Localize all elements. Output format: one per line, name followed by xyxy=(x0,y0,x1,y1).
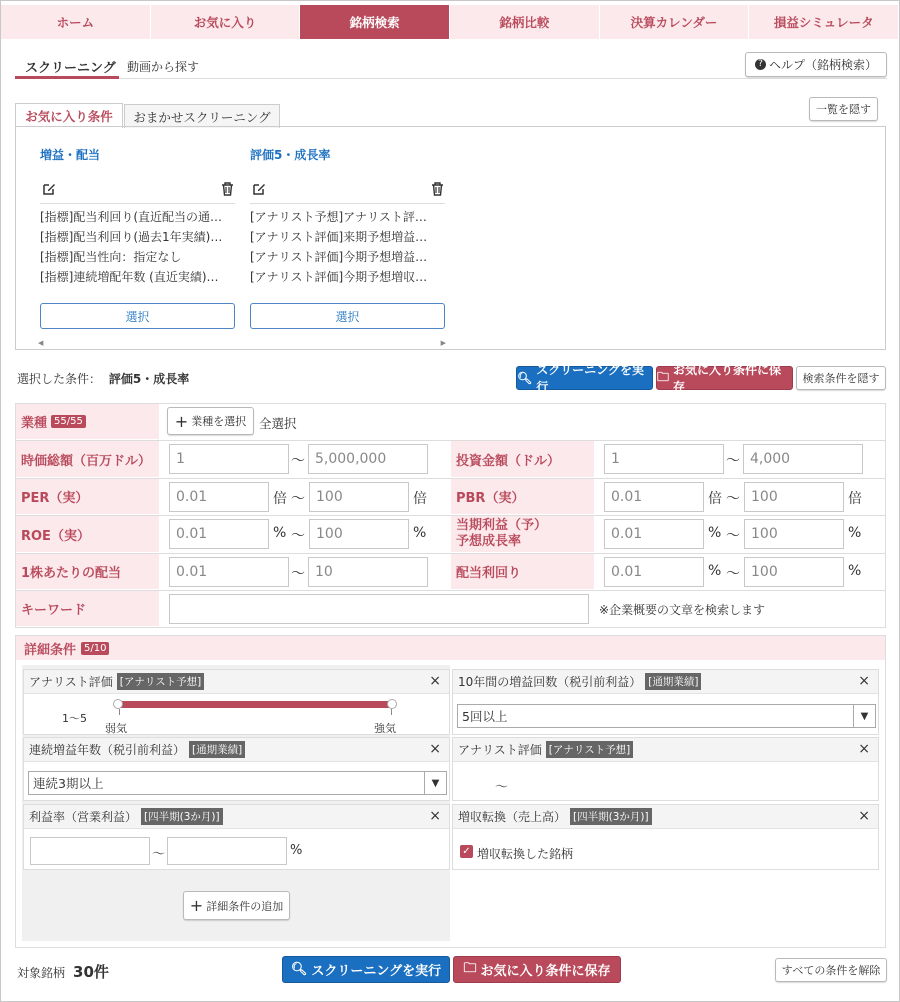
tick xyxy=(391,709,392,715)
card-header xyxy=(453,805,878,829)
run-label: スクリーニングを実行 xyxy=(536,363,644,394)
dps-max-input[interactable]: 10 xyxy=(308,557,428,587)
divider xyxy=(15,78,887,79)
card-title: 増収転換（売上高） xyxy=(458,810,567,824)
industry-count-badge: 55/55 xyxy=(51,415,86,428)
card-tag: [通期業績] xyxy=(189,741,245,758)
growth-max-input[interactable]: 100 xyxy=(744,519,844,549)
select-button[interactable]: 選択 xyxy=(250,303,445,329)
selected-value: 評価5・成長率 xyxy=(108,372,190,386)
close-icon[interactable]: × xyxy=(429,673,441,689)
run-screening-button[interactable] xyxy=(516,363,653,394)
question-icon: ? xyxy=(755,59,766,70)
yield-label: 配当利回り xyxy=(451,554,594,590)
scroll-left-icon[interactable]: ◀ xyxy=(38,339,44,347)
selected-condition xyxy=(17,370,189,387)
card-title: アナリスト評価 xyxy=(29,675,113,689)
save-label: お気に入り条件に保存 xyxy=(673,363,782,394)
tilde: ～ xyxy=(291,491,305,507)
profit-margin-card xyxy=(23,804,450,870)
select-value: 連続3期以上 xyxy=(33,776,104,791)
growth-min-input[interactable]: 0.01 xyxy=(604,519,704,549)
edit-icon[interactable] xyxy=(252,182,266,199)
run-label: スクリーニングを実行 xyxy=(311,964,442,979)
unit-label: % xyxy=(708,563,722,579)
card-header xyxy=(453,670,878,694)
margin-max-input[interactable] xyxy=(167,837,287,865)
unit-label: % xyxy=(848,563,862,579)
tilde: ～ xyxy=(495,780,509,795)
market-cap-max-input[interactable]: 5,000,000 xyxy=(308,444,428,474)
tilde: ～ xyxy=(291,453,305,469)
select-all-link[interactable]: 全選択 xyxy=(259,416,297,431)
divider xyxy=(250,203,445,204)
tilde: ～ xyxy=(726,453,740,469)
select-button[interactable]: 選択 xyxy=(40,303,235,329)
revenue-turnaround-card xyxy=(452,804,879,870)
pbr-label: PBR（実） xyxy=(451,479,594,515)
top-nav xyxy=(1,5,899,39)
checkbox-checked[interactable]: ✓ xyxy=(460,845,473,858)
row-divider xyxy=(15,627,886,628)
card-title: 連続増益年数（税引前利益） xyxy=(29,743,186,757)
card-header xyxy=(24,805,449,829)
condition-line: [指標]連続増配年数 (直近実績)… xyxy=(40,270,219,284)
yield-min-input[interactable]: 0.01 xyxy=(604,557,704,587)
nav-favorites[interactable]: お気に入り xyxy=(151,5,301,39)
target-count xyxy=(17,961,109,982)
reset-all-button[interactable]: すべての条件を解除 xyxy=(775,958,887,982)
card-header xyxy=(453,738,878,762)
card-title: 10年間の増益回数（税引前利益） xyxy=(458,675,642,689)
nav-stock-compare[interactable]: 銘柄比較 xyxy=(450,5,600,39)
profit-count-card xyxy=(452,669,879,735)
roe-min-input[interactable]: 0.01 xyxy=(169,519,269,549)
roe-max-input[interactable]: 100 xyxy=(309,519,409,549)
margin-min-input[interactable] xyxy=(30,837,150,865)
condition-line: [アナリスト評価]今期予想増収… xyxy=(250,270,428,284)
save-label: お気に入り条件に保存 xyxy=(480,964,611,979)
help-button[interactable] xyxy=(745,52,887,77)
unit-label: 倍 xyxy=(413,491,427,507)
unit-label: 倍 xyxy=(273,491,287,507)
select-value: 5回以上 xyxy=(462,709,508,724)
folder-icon: 🗀︎ xyxy=(657,369,670,384)
per-min-input[interactable]: 0.01 xyxy=(169,482,269,512)
search-icon: 🔍︎ xyxy=(290,962,308,977)
tilde: ～ xyxy=(152,847,166,862)
condition-line: [指標]配当利回り(過去1年実績)… xyxy=(40,230,223,244)
card-tag: [四半期(3か月)] xyxy=(141,808,223,825)
slider-handle-max[interactable] xyxy=(387,699,397,709)
card-conditions xyxy=(40,207,236,287)
add-detail-label: 詳細条件の追加 xyxy=(206,899,284,913)
card-header xyxy=(24,670,449,694)
save-favorite-button-bottom[interactable] xyxy=(453,956,621,983)
tab-screening[interactable]: スクリーニング xyxy=(25,61,116,76)
plus-icon: + xyxy=(189,896,204,915)
consecutive-profit-select[interactable] xyxy=(28,771,447,795)
profit-count-select[interactable] xyxy=(457,704,876,728)
tab-auto-screening[interactable]: おまかせスクリーニング xyxy=(124,104,280,128)
strong-label: 強気 xyxy=(374,722,396,735)
tab-favorite-conditions[interactable]: お気に入り条件 xyxy=(15,103,123,128)
nav-earnings-calendar[interactable]: 決算カレンダー xyxy=(600,5,750,39)
unit-label: % xyxy=(708,525,722,541)
card-tag: [四半期(3か月)] xyxy=(570,808,652,825)
select-industry-button[interactable] xyxy=(167,407,254,435)
nav-pl-simulator[interactable]: 損益シミュレータ xyxy=(749,5,899,39)
edit-icon[interactable] xyxy=(42,182,56,199)
investment-max-input[interactable]: 4,000 xyxy=(743,444,863,474)
condition-line: [指標]配当性向：指定なし xyxy=(40,250,182,264)
favorites-panel xyxy=(15,126,886,350)
nav-home[interactable]: ホーム xyxy=(1,5,151,39)
range-label: 1～5 xyxy=(62,712,87,725)
keyword-label: キーワード xyxy=(16,591,159,627)
checkbox-label: 増収転換した銘柄 xyxy=(477,847,574,861)
condition-line: [アナリスト評価]来期予想増益… xyxy=(250,230,428,244)
industry-label xyxy=(16,404,159,440)
target-label: 対象銘柄 xyxy=(17,966,66,980)
active-tab-indicator xyxy=(15,76,119,79)
card-tag: [アナリスト予想] xyxy=(546,741,633,758)
per-label: PER（実） xyxy=(16,479,159,515)
close-icon[interactable]: × xyxy=(858,673,870,689)
industry-label-text: 業種 xyxy=(21,416,48,431)
keyword-input[interactable] xyxy=(169,594,589,624)
chevron-down-icon[interactable]: ▼ xyxy=(853,705,875,727)
per-max-input[interactable]: 100 xyxy=(309,482,409,512)
weak-label: 弱気 xyxy=(105,722,127,735)
chevron-down-icon[interactable]: ▼ xyxy=(424,772,446,794)
condition-line: [アナリスト評価]今期予想増益… xyxy=(250,250,428,264)
unit-label: 倍 xyxy=(708,491,722,507)
card-title: 評価5・成長率 xyxy=(250,148,331,162)
unit-label: % xyxy=(273,525,287,541)
detail-count-badge: 5/10 xyxy=(81,642,109,655)
analyst-rating-card xyxy=(23,669,450,735)
select-industry-label: 業種を選択 xyxy=(191,415,247,428)
card-tag: [通期業績] xyxy=(645,673,701,690)
hide-conditions-button[interactable]: 検索条件を隠す xyxy=(796,366,886,390)
market-cap-label: 時価総額（百万ドル） xyxy=(16,441,159,478)
detail-label: 詳細条件 xyxy=(24,642,77,658)
tilde: ～ xyxy=(726,566,740,582)
slider-track[interactable] xyxy=(119,701,391,708)
yield-max-input[interactable]: 100 xyxy=(744,557,844,587)
profit-growth-label-1: 当期利益（予） xyxy=(456,518,548,533)
nav-stock-search[interactable]: 銘柄検索 xyxy=(300,5,450,39)
card-header xyxy=(24,738,449,762)
tilde: ～ xyxy=(726,528,740,544)
hide-list-button[interactable]: 一覧を隠す xyxy=(809,97,878,121)
card-conditions xyxy=(250,207,446,287)
target-count-value: 30件 xyxy=(73,963,109,981)
close-icon[interactable]: × xyxy=(429,808,441,824)
pbr-min-input[interactable]: 0.01 xyxy=(604,482,704,512)
close-icon[interactable]: × xyxy=(858,741,870,757)
run-screening-button-bottom[interactable] xyxy=(282,956,450,983)
tab-video-search[interactable]: 動画から探す xyxy=(127,60,200,74)
condition-line: [アナリスト予想]アナリスト評… xyxy=(250,210,427,224)
keyword-note: ※企業概要の文章を検索します xyxy=(599,603,766,617)
help-label: ヘルプ（銘柄検索） xyxy=(768,58,877,72)
card-title: 増益・配当 xyxy=(40,148,101,162)
unit-label: % xyxy=(290,843,303,858)
card-title: 利益率（営業利益） xyxy=(29,810,138,824)
folder-icon: 🗀︎ xyxy=(463,960,477,976)
pbr-max-input[interactable]: 100 xyxy=(744,482,844,512)
profit-growth-label-2: 予想成長率 xyxy=(456,534,522,549)
search-icon: 🔍︎ xyxy=(517,371,533,385)
unit-label: % xyxy=(848,525,862,541)
dps-label: 1株あたりの配当 xyxy=(16,554,159,590)
dps-min-input[interactable]: 0.01 xyxy=(169,557,289,587)
card-title: アナリスト評価 xyxy=(458,743,542,757)
trash-icon[interactable] xyxy=(431,182,444,199)
condition-line: [指標]配当利回り(直近配当の通… xyxy=(40,210,223,224)
divider xyxy=(40,203,235,204)
selected-label: 選択した条件： xyxy=(17,372,102,386)
add-detail-condition-button[interactable] xyxy=(183,891,290,920)
close-icon[interactable]: × xyxy=(858,808,870,824)
slider-handle-min[interactable] xyxy=(113,699,123,709)
unit-label: 倍 xyxy=(848,491,862,507)
save-favorite-button[interactable] xyxy=(656,363,793,394)
tilde: ～ xyxy=(726,491,740,507)
investment-min-input[interactable]: 1 xyxy=(604,444,724,474)
horizontal-scrollbar[interactable] xyxy=(38,339,446,349)
close-icon[interactable]: × xyxy=(429,741,441,757)
tilde: ～ xyxy=(291,566,305,582)
trash-icon[interactable] xyxy=(221,182,234,199)
market-cap-min-input[interactable]: 1 xyxy=(169,444,289,474)
consecutive-profit-card xyxy=(23,737,450,801)
plus-icon: + xyxy=(174,411,189,431)
tick xyxy=(119,709,120,715)
investment-label: 投資金額（ドル） xyxy=(451,441,594,478)
unit-label: % xyxy=(413,525,427,541)
tilde: ～ xyxy=(291,528,305,544)
scroll-right-icon[interactable]: ▶ xyxy=(440,339,446,347)
profit-growth-label xyxy=(451,516,594,553)
roe-label: ROE（実） xyxy=(16,516,159,553)
detail-conditions-header xyxy=(16,636,885,660)
card-tag: [アナリスト予想] xyxy=(117,673,204,690)
analyst-rating-card-2 xyxy=(452,737,879,801)
